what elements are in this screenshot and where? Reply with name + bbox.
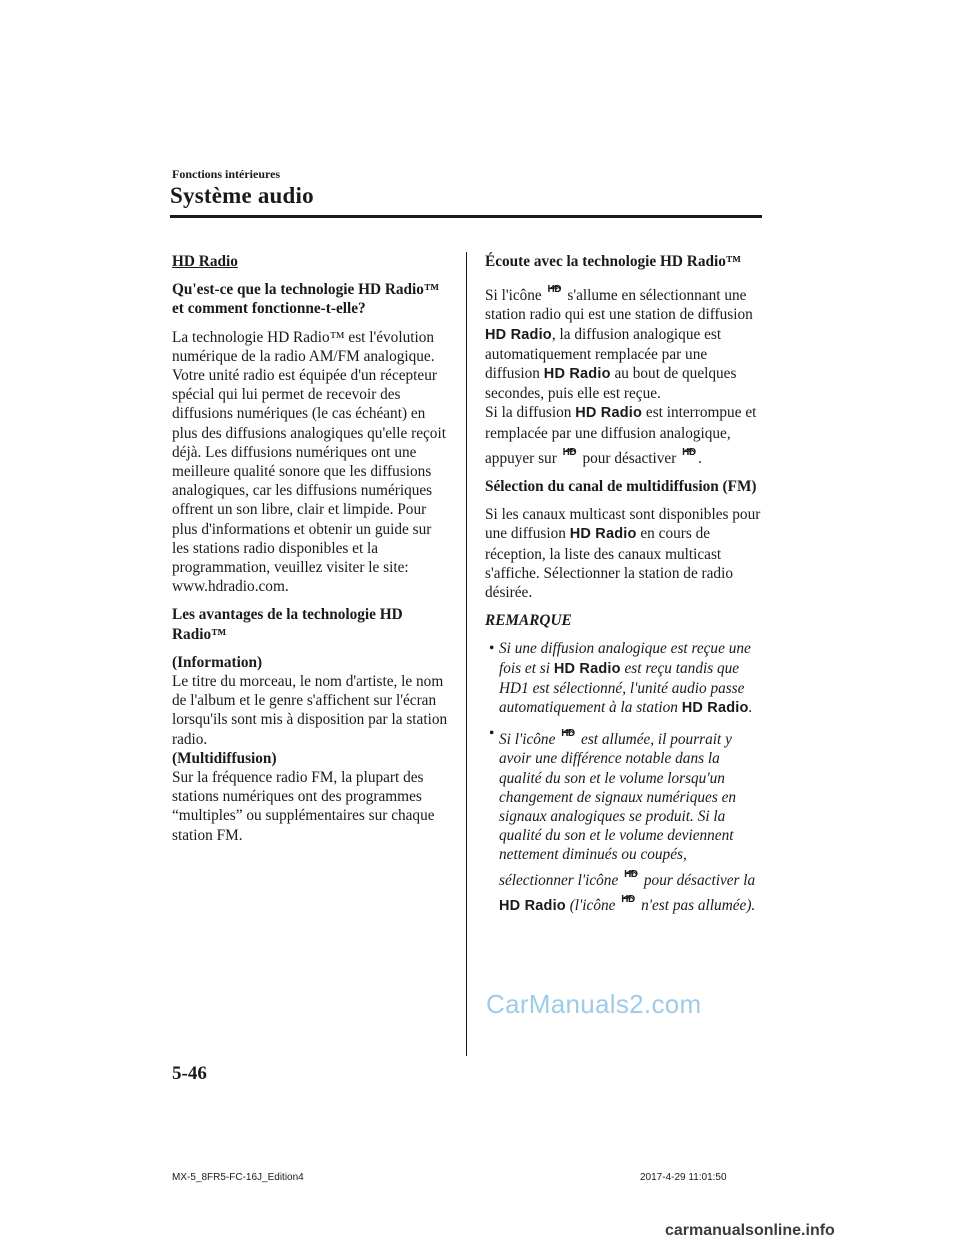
hd-radio-icon: HD bbox=[624, 868, 638, 880]
bullet: • bbox=[489, 725, 495, 743]
advantages-heading: Les avantages de la technologie HD Radio™ bbox=[172, 606, 403, 643]
hd-radio-icon: HD bbox=[561, 728, 575, 740]
hd-radio-icon: HD bbox=[682, 446, 696, 458]
watermark: CarManuals2.com bbox=[486, 989, 702, 1019]
footer-document-id: MX-5_8FR5-FC-16J_Edition4 bbox=[172, 1172, 304, 1183]
page-title: Système audio bbox=[170, 183, 314, 208]
listening-heading: Écoute avec la technologie HD Radio™ bbox=[485, 253, 742, 270]
question-heading: Qu'est-ce que la technologie HD Radio™ et comment fonctionne-t-elle? bbox=[172, 281, 440, 318]
hd-radio-heading: HD Radio bbox=[172, 253, 238, 270]
listening-paragraph: Si l'icône HD s'allume en sélectionnant une station radio qui est une station de diffusion HD Radio, la diffusion analogique est automatiquement remplacée par une diffusion HD Radio au bout de quelques secondes, puis elle est reçue. bbox=[485, 280, 765, 403]
multicast-selection-paragraph: Si les canaux multicast sont disponibles pour une diffusion HD Radio en cours de réception, la liste des canaux multicast s'affiche. Sélectionner la station de radio désirée. bbox=[485, 506, 761, 602]
page-number: 5-46 bbox=[172, 1063, 207, 1084]
site-watermark: carmanualsonline.info bbox=[665, 1222, 835, 1239]
interruption-paragraph: Si la diffusion HD Radio est interrompue et remplacée par une diffusion analogique, appuyer sur HD pour désactiver HD . bbox=[485, 404, 757, 467]
hd-radio-icon: HD bbox=[547, 284, 561, 296]
hd-radio-logo: HD Radio bbox=[553, 660, 621, 677]
left-column bbox=[172, 252, 450, 854]
note-item: • Si l'icône HD est allumée, il pourrait y avoir une différence notable dans la qualité du son et le volume lorsqu'un changement de signaux numériques en signaux analogiques se produit. Si la qualité du son et le volume deviennent nettement diminués ou coupés, sélectionner l'icône HD pour désactiver la HD Radio (l'icône HD n'est pas allumée). bbox=[489, 725, 756, 914]
hd-radio-icon: HD bbox=[621, 893, 635, 905]
multicast-label: (Multidiffusion) bbox=[172, 749, 277, 767]
information-label: (Information) bbox=[172, 653, 263, 671]
footer-timestamp: 2017-4-29 11:01:50 bbox=[640, 1172, 727, 1183]
column-divider bbox=[466, 252, 467, 1056]
hd-radio-logo: HD Radio bbox=[543, 366, 611, 383]
note-item: • Si une diffusion analogique est reçue une fois et si HD Radio est reçu tandis que HD1 est sélectionné, l'unité audio passe automatiquement à la station HD Radio. bbox=[489, 640, 753, 717]
title-rule bbox=[170, 215, 762, 218]
intro-paragraph: La technologie HD Radio™ est l'évolution numérique de la radio AM/FM analogique. Votre unité radio est équipée d'un récepteur spécial qui lui permet de recevoir des diffusions numériques (le cas échéant) en plus des diffusions analogiques qu'elle reçoit déjà. Les diffusions numériques ont une meilleure qualité sonore que les diffusions analogiques, car les diffusions numériques offrent un son libre, clair et limpide. Pour plus d'informations et obtenir un guide sur les stations radio disponibles et la programmation, veuillez visiter le site: www.hdradio.com. bbox=[172, 328, 446, 596]
right-column bbox=[485, 252, 765, 922]
note-title: REMARQUE bbox=[485, 612, 572, 630]
hd-radio-icon: HD bbox=[562, 446, 577, 458]
section-label: Fonctions intérieures bbox=[172, 167, 281, 181]
hd-radio-logo: HD Radio bbox=[485, 326, 552, 343]
multicast-text: Sur la fréquence radio FM, la plupart des stations numériques ont des programmes “multiples” ou supplémentaires sur chaque station FM. bbox=[172, 769, 435, 844]
bullet: • bbox=[489, 640, 495, 658]
hd-radio-logo: HD Radio bbox=[499, 897, 566, 914]
information-text: Le titre du morceau, le nom d'artiste, le nom de l'album et le genre s'affichent sur l'écran lorsqu'ils sont mis à disposition par la station radio. bbox=[172, 673, 448, 748]
multicast-selection-heading: Sélection du canal de multidiffusion (FM) bbox=[485, 478, 757, 496]
hd-radio-logo: HD Radio bbox=[575, 405, 643, 422]
hd-radio-logo: HD Radio bbox=[569, 526, 637, 543]
hd-radio-logo: HD Radio bbox=[681, 700, 749, 717]
